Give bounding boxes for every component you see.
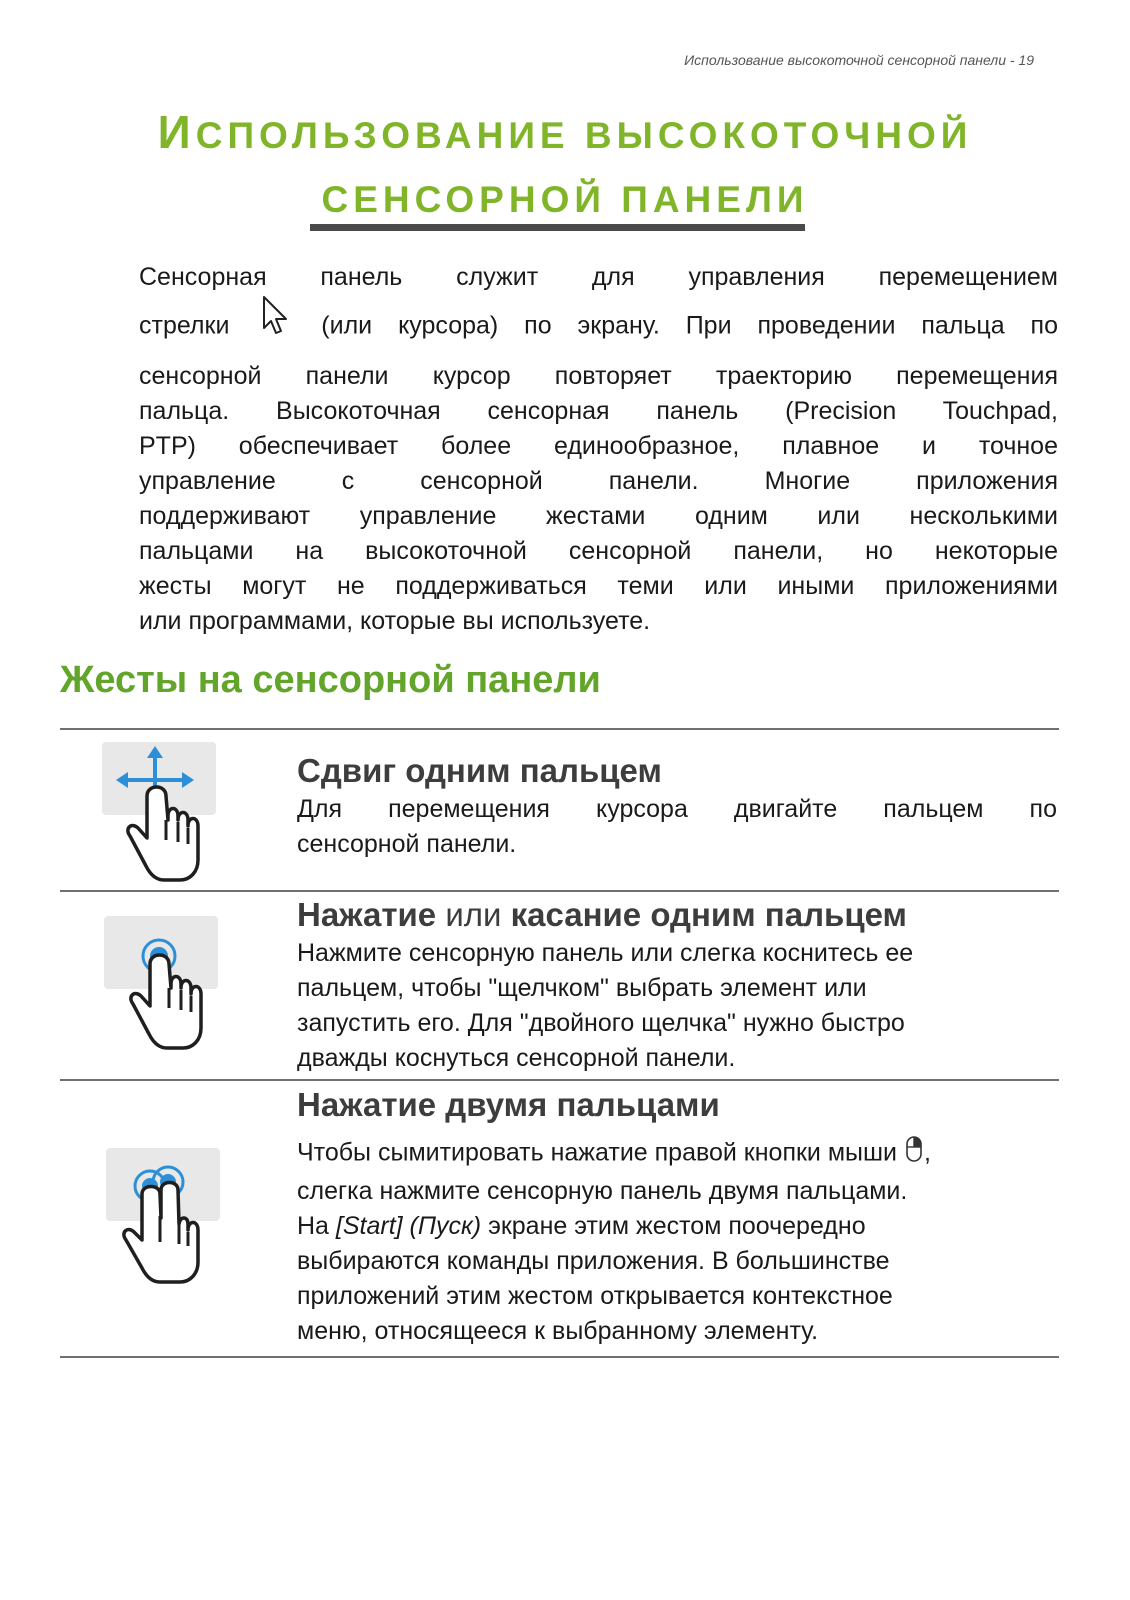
intro-line: поддерживают управление жестами одним или несколькими (139, 502, 1058, 530)
gesture-description (297, 792, 1057, 862)
one-finger-slide-icon (100, 740, 220, 890)
desc-line: Для перемещения курсора двигайте пальцем по (297, 795, 1057, 823)
intro-line: PTP) обеспечивает более единообразное, плавное и точное (139, 432, 1058, 460)
intro-line: пальца. Высокоточная сенсорная панель (Precision Touchpad, (139, 397, 1058, 425)
running-header: Использование высокоточной сенсорной панели - 19 (684, 52, 1034, 68)
gesture-description (297, 1134, 1057, 1349)
desc-line: дважды коснуться сенсорной панели. (297, 1044, 736, 1072)
intro-line: управление с сенсорной панели. Многие приложения (139, 467, 1058, 495)
mouse-right-button-icon (905, 1134, 923, 1174)
table-top-rule (60, 728, 1059, 730)
intro-paragraph (139, 260, 1058, 639)
title-line1: СПОЛЬЗОВАНИЕ ВЫСОКОТОЧНОЙ (195, 115, 973, 156)
pointer-arrow-icon (261, 295, 289, 359)
table-bottom-rule (60, 1356, 1059, 1358)
desc-line: пальцем, чтобы "щелчком" выбрать элемент или (297, 974, 867, 1002)
gesture-title (297, 896, 907, 934)
title-underline (310, 224, 805, 231)
desc-line: слегка нажмите сенсорную панель двумя пальцами. (297, 1177, 908, 1205)
desc-line: Нажмите сенсорную панель или слегка коснитесь ее (297, 939, 914, 967)
desc-line: меню, относящееся к выбранному элементу. (297, 1317, 819, 1345)
intro-line: сенсорной панели курсор повторяет траекторию перемещения (139, 362, 1058, 390)
title-initial: И (157, 106, 196, 158)
intro-line: жесты могут не поддерживаться теми или иными приложениями (139, 572, 1058, 600)
intro-text: стрелки (139, 311, 230, 340)
gesture-title-part: касание одним пальцем (510, 896, 907, 933)
gesture-title: Сдвиг одним пальцем (297, 752, 662, 789)
table-row-rule (60, 1079, 1059, 1081)
intro-line: пальцами на высокоточной сенсорной панели, но некоторые (139, 537, 1058, 565)
table-row-rule (60, 890, 1059, 892)
intro-line-with-icon (139, 295, 1058, 359)
section-heading: Жесты на сенсорной панели (60, 659, 601, 701)
desc-line: запустить его. Для "двойного щелчка" нужно быстро (297, 1009, 905, 1037)
page-title (60, 100, 1070, 232)
gesture-description (297, 936, 1057, 1076)
title-line2: СЕНСОРНОЙ ПАНЕЛИ (321, 179, 809, 220)
gesture-title-part: или (445, 896, 502, 933)
two-finger-tap-icon (104, 1146, 224, 1301)
intro-text: (или курсора) по экрану. При проведении пальца по (321, 311, 1058, 340)
desc-line-with-icon (297, 1134, 1057, 1174)
one-finger-tap-icon (102, 914, 222, 1069)
gesture-title: Нажатие двумя пальцами (297, 1086, 720, 1123)
start-menu-label: [Start] (Пуск) (335, 1212, 482, 1240)
intro-line: или программами, которые вы используете. (139, 607, 651, 635)
desc-line: приложений этим жестом открывается контекстное (297, 1282, 893, 1310)
desc-text: , (923, 1138, 931, 1167)
desc-line: выбираются команды приложения. В большинстве (297, 1247, 890, 1275)
desc-line (297, 1209, 1057, 1244)
desc-line: сенсорной панели. (297, 830, 517, 858)
desc-text: Чтобы сымитировать нажатие правой кнопки мыши (297, 1138, 898, 1167)
desc-text: На (297, 1212, 329, 1240)
intro-line: Сенсорная панель служит для управления перемещением (139, 263, 1058, 291)
desc-text: экране этим жестом поочередно (488, 1212, 866, 1240)
gesture-title-part: Нажатие (297, 896, 437, 933)
